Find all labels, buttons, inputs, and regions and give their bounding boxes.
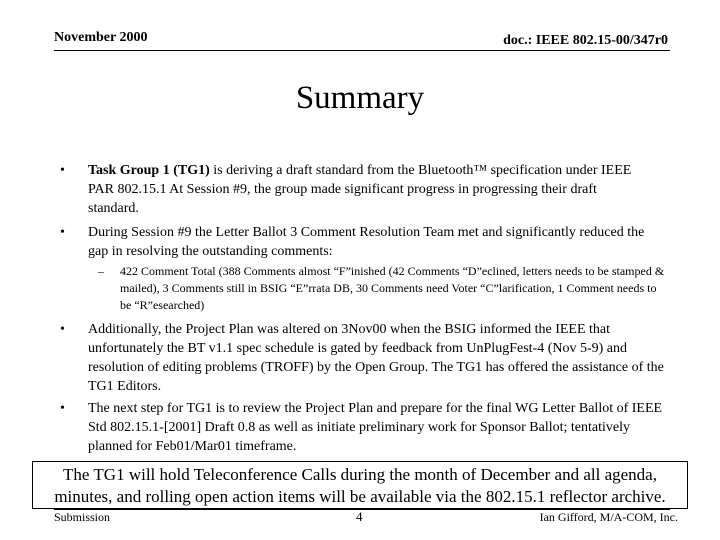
sub-bullet-marker: – bbox=[98, 264, 104, 278]
footer-page-number: 4 bbox=[356, 509, 363, 524]
bullet-bold-lead: Task Group 1 (TG1) bbox=[88, 163, 210, 178]
sub-bullet-text: 422 Comment Total (388 Comments almost “F”inished (42 Comments “D”eclined, letters needs to be stamped & mailed), 3 Comments still in BSIG “E”rrata DB, 30 Comments need Voter “C”larification, 1 Comment needs to be “R”esearched) bbox=[120, 264, 665, 312]
bullet-marker: • bbox=[60, 401, 65, 416]
header-date: November 2000 bbox=[54, 30, 148, 45]
header-rule bbox=[54, 50, 670, 51]
bullet-text: During Session #9 the Letter Ballot 3 Comment Resolution Team met and significantly reduced the gap in resolving the outstanding comments: bbox=[88, 225, 645, 259]
slide-title: Summary bbox=[295, 80, 425, 116]
footer-submission: Submission bbox=[54, 510, 111, 524]
bullet-text: The next step for TG1 is to review the Project Plan and prepare for the final WG Letter Ballot of IEEE Std 802.15.1-[2001] Draft 0.8 as well as initiate preliminary work for Sponsor Ballot; tentatively planned for Feb01/Mar01 timeframe. bbox=[88, 401, 663, 454]
bullet-text bbox=[88, 161, 638, 218]
bullet-marker: • bbox=[60, 225, 65, 240]
bullet-marker: • bbox=[60, 163, 65, 178]
bullet-body: is deriving a draft standard from the Bluetooth™ specification under IEEE PAR 802.15.1 At Session #9, the group made significant progress in progressing their draft standard. bbox=[88, 163, 632, 216]
bullet-marker: • bbox=[60, 322, 65, 337]
bullet-text: Additionally, the Project Plan was altered on 3Nov00 when the BSIG informed the IEEE that unfortunately the BT v1.1 spec schedule is gated by feedback from UnPlugFest-4 (Nov 5-9) and resolution of editing problems (TROFF) by the Open Group. The TG1 has offered the assistance of the TG1 Editors. bbox=[88, 322, 664, 394]
callout-box: The TG1 will hold Teleconference Calls during the month of December and all agenda, minutes, and rolling open action items will be available via the 802.15.1 reflector archive. bbox=[32, 461, 688, 509]
footer-author: Ian Gifford, M/A-COM, Inc. bbox=[539, 510, 678, 524]
header-doc-id: doc.: IEEE 802.15-00/347r0 bbox=[503, 33, 668, 48]
